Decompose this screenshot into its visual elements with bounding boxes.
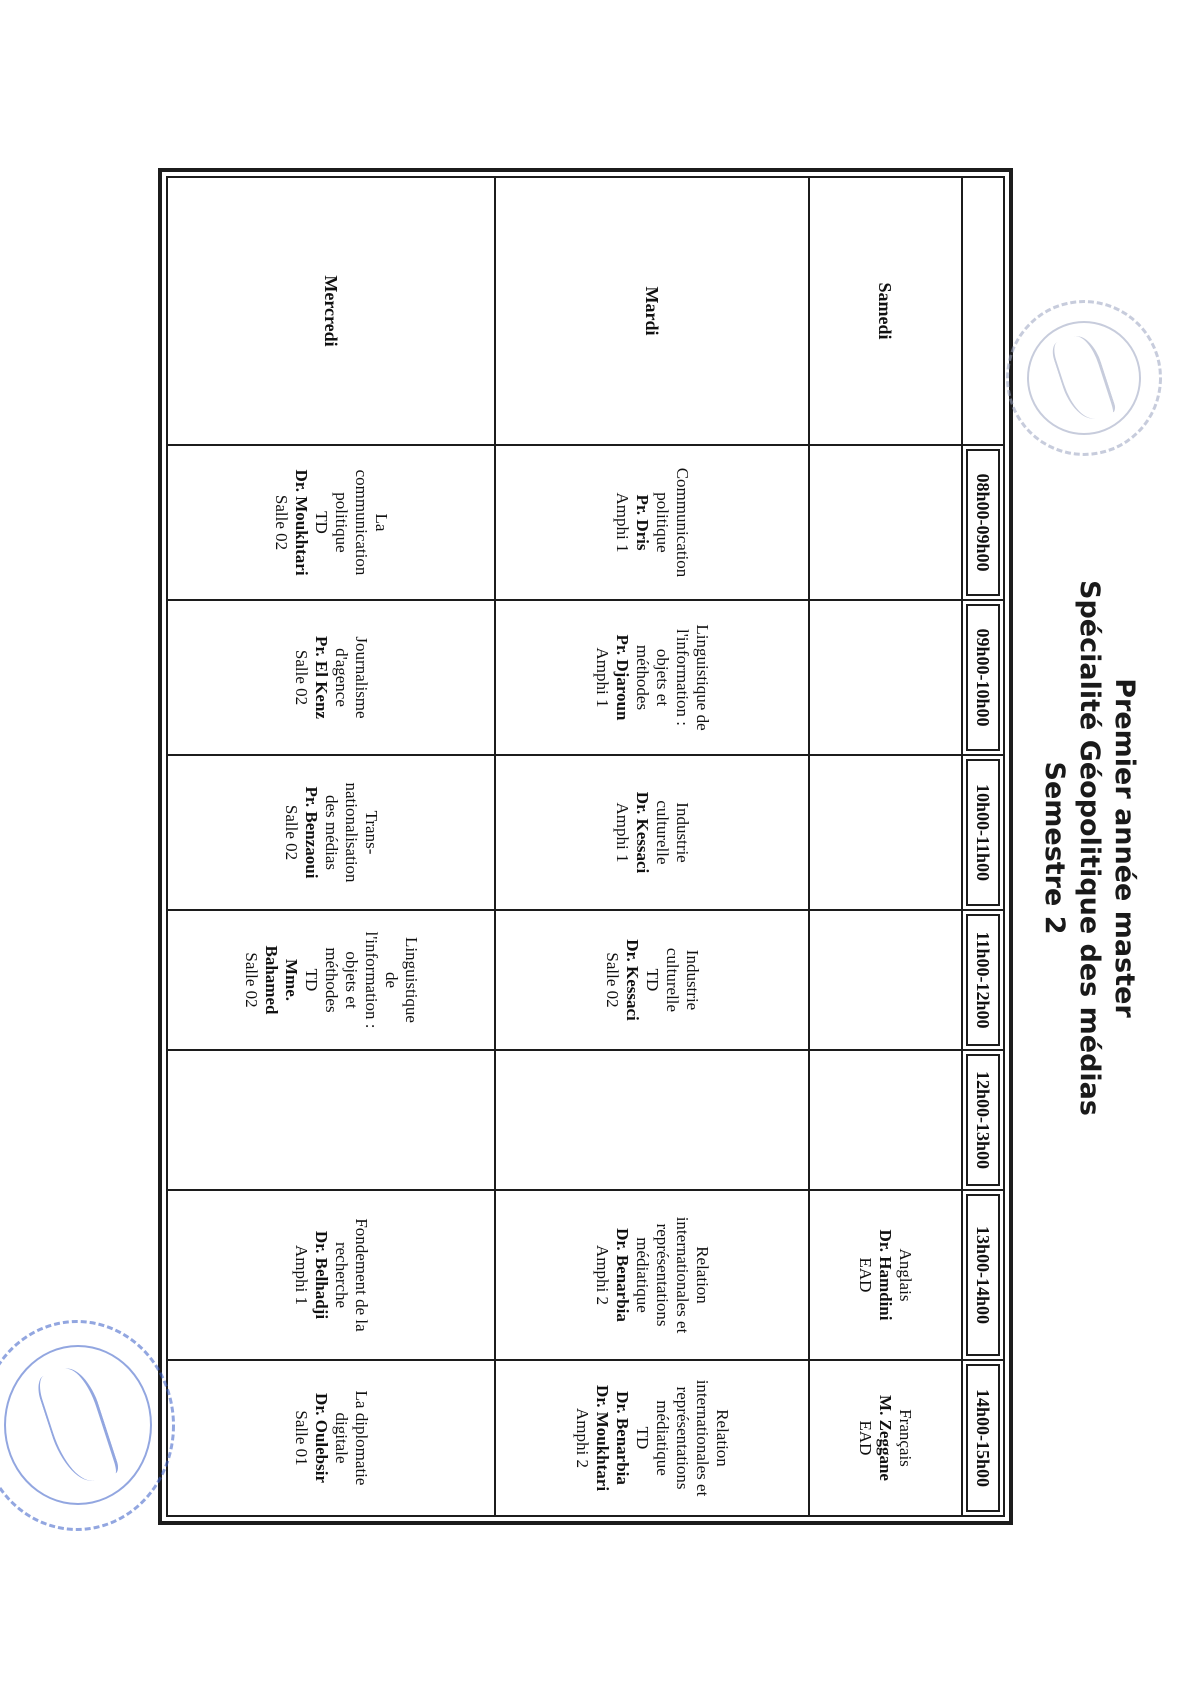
- room-label: Salle 02: [272, 494, 292, 551]
- slot-header: 14h00-15h00: [962, 1360, 1004, 1516]
- teacher-name: Mme.: [282, 958, 302, 1001]
- day-row: [167, 177, 495, 1516]
- day-row: [809, 177, 962, 1516]
- room-label: Amphi 1: [292, 1245, 312, 1305]
- room-label: Amphi 1: [613, 802, 633, 863]
- course-title-line: La diplomatie: [352, 1390, 372, 1486]
- teacher-name: Pr. Dris: [633, 494, 653, 551]
- course-title-line: médiatique: [653, 1400, 673, 1476]
- day-label: Mercredi: [167, 177, 495, 445]
- course-title-line: l'information :: [673, 628, 693, 727]
- course-title-line: Fondement de la: [352, 1218, 372, 1332]
- room-label: Salle 02: [282, 804, 302, 861]
- teacher-name: Dr. Kessaci: [623, 939, 643, 1021]
- course-cell: [167, 600, 495, 755]
- room-label: Salle 02: [292, 649, 312, 706]
- official-stamp: [0, 1320, 175, 1531]
- course-title-line: Relation: [693, 1246, 713, 1304]
- room-label: Salle 02: [603, 952, 623, 1008]
- course-cell: [495, 1190, 809, 1360]
- course-title-line: Industrie: [673, 802, 693, 863]
- course-title-line: culturelle: [653, 800, 673, 865]
- course-cell: [167, 755, 495, 910]
- teacher-name: M. Zeggane: [876, 1395, 896, 1481]
- course-cell: [167, 1190, 495, 1360]
- course-title-line: représentations: [673, 1386, 693, 1490]
- course-title-line: culturelle: [663, 947, 683, 1013]
- slot-header: 09h00-10h00: [962, 600, 1004, 755]
- empty-cell: [809, 755, 962, 910]
- course-title-line: Anglais: [896, 1248, 916, 1302]
- teacher-name: Pr. Djaroun: [613, 634, 633, 721]
- room-label: Amphi 1: [593, 647, 613, 708]
- course-title-line: internationales et: [693, 1379, 713, 1497]
- course-cell: [167, 1360, 495, 1516]
- slot-header: 12h00-13h00: [962, 1050, 1004, 1190]
- course-cell: [495, 755, 809, 910]
- course-title-line: TD: [643, 968, 663, 992]
- course-title-line: Français: [896, 1409, 916, 1467]
- course-title-line: Relation: [713, 1409, 733, 1467]
- course-title-line: méthodes: [633, 644, 653, 711]
- empty-cell: [809, 910, 962, 1050]
- teacher-name: Dr. Moukhtari: [292, 469, 312, 576]
- empty-cell: [809, 445, 962, 600]
- room-label: Amphi 1: [613, 492, 633, 553]
- course-title-line: internationales et: [673, 1216, 693, 1334]
- day-label: Samedi: [809, 177, 962, 445]
- course-title-line: Linguistique de: [693, 624, 713, 731]
- room-label: Amphi 2: [593, 1245, 613, 1305]
- slot-header: 10h00-11h00: [962, 755, 1004, 910]
- course-title-line: TD: [302, 968, 322, 992]
- course-title-line: méthodes: [322, 947, 342, 1013]
- course-cell: [495, 1360, 809, 1516]
- teacher-name: Pr. El Kenz: [312, 636, 332, 719]
- title-line-3: Semestre 2: [1039, 761, 1070, 935]
- course-title-line: TD: [633, 1426, 653, 1450]
- room-label: Salle 01: [292, 1410, 312, 1466]
- teacher-name: Bahamed: [262, 945, 282, 1015]
- course-cell: [167, 910, 495, 1050]
- course-title-line: des médias: [322, 794, 342, 871]
- course-title-line: digitale: [332, 1412, 352, 1464]
- course-title-line: Communication: [673, 467, 693, 578]
- empty-cell: [495, 1050, 809, 1190]
- course-cell: [495, 445, 809, 600]
- teacher-name: Dr. Benarbia: [613, 1228, 633, 1322]
- teacher-name: Dr. Benarbia: [613, 1391, 633, 1485]
- course-cell: [167, 445, 495, 600]
- course-title-line: Linguistique: [402, 937, 422, 1023]
- course-title-line: politique: [332, 492, 352, 553]
- room-label: EAD: [856, 1257, 876, 1293]
- course-cell: [495, 600, 809, 755]
- slot-header: 11h00-12h00: [962, 910, 1004, 1050]
- course-title-line: représentations: [653, 1223, 673, 1327]
- title-line-2: Spécialité Géopolitique des médias: [1074, 580, 1105, 1116]
- course-title-line: médiatique: [633, 1237, 653, 1313]
- teacher-name: Dr. Kessaci: [633, 791, 653, 874]
- course-cell: [809, 1190, 962, 1360]
- teacher-name: Dr. Belhadji: [312, 1230, 332, 1320]
- timetable-frame: [158, 168, 1013, 1525]
- course-title-line: TD: [312, 511, 332, 534]
- course-title-line: Industrie: [683, 949, 703, 1011]
- course-title-line: politique: [653, 492, 673, 553]
- teacher-name: Dr. Hamdini: [876, 1229, 896, 1321]
- room-label: EAD: [856, 1420, 876, 1456]
- day-label: Mardi: [495, 177, 809, 445]
- course-title-line: communication: [352, 469, 372, 576]
- course-title-line: Journalisme: [352, 636, 372, 719]
- course-title-line: objets et: [342, 951, 362, 1009]
- course-title-line: nationalisation: [342, 782, 362, 883]
- course-cell: [809, 1360, 962, 1516]
- empty-cell: [167, 1050, 495, 1190]
- header-row: [962, 177, 1004, 1516]
- corner-cell: [962, 177, 1004, 445]
- slot-header: 13h00-14h00: [962, 1190, 1004, 1360]
- course-title-line: l'information :: [362, 931, 382, 1029]
- document-header: [1037, 0, 1142, 1696]
- empty-cell: [809, 1050, 962, 1190]
- course-title-line: recherche: [332, 1241, 352, 1309]
- faded-stamp: [1006, 300, 1162, 456]
- day-row: [495, 177, 809, 1516]
- empty-cell: [809, 600, 962, 755]
- course-title-line: de: [382, 971, 402, 989]
- course-title-line: objets et: [653, 648, 673, 707]
- course-title-line: Trans-: [362, 810, 382, 855]
- teacher-name: Dr. Oulebsir: [312, 1392, 332, 1484]
- room-label: Amphi 2: [573, 1408, 593, 1468]
- timetable: [166, 176, 1005, 1517]
- teacher-name: Dr. Moukhtari: [593, 1384, 613, 1492]
- room-label: Salle 02: [242, 952, 262, 1008]
- title-line-1: Premier année master: [1109, 678, 1140, 1018]
- teacher-name: Pr. Benzaoui: [302, 786, 322, 879]
- slot-header: 08h00-09h00: [962, 445, 1004, 600]
- course-cell: [495, 910, 809, 1050]
- course-title-line: d'agence: [332, 648, 352, 707]
- course-title-line: La: [372, 513, 392, 532]
